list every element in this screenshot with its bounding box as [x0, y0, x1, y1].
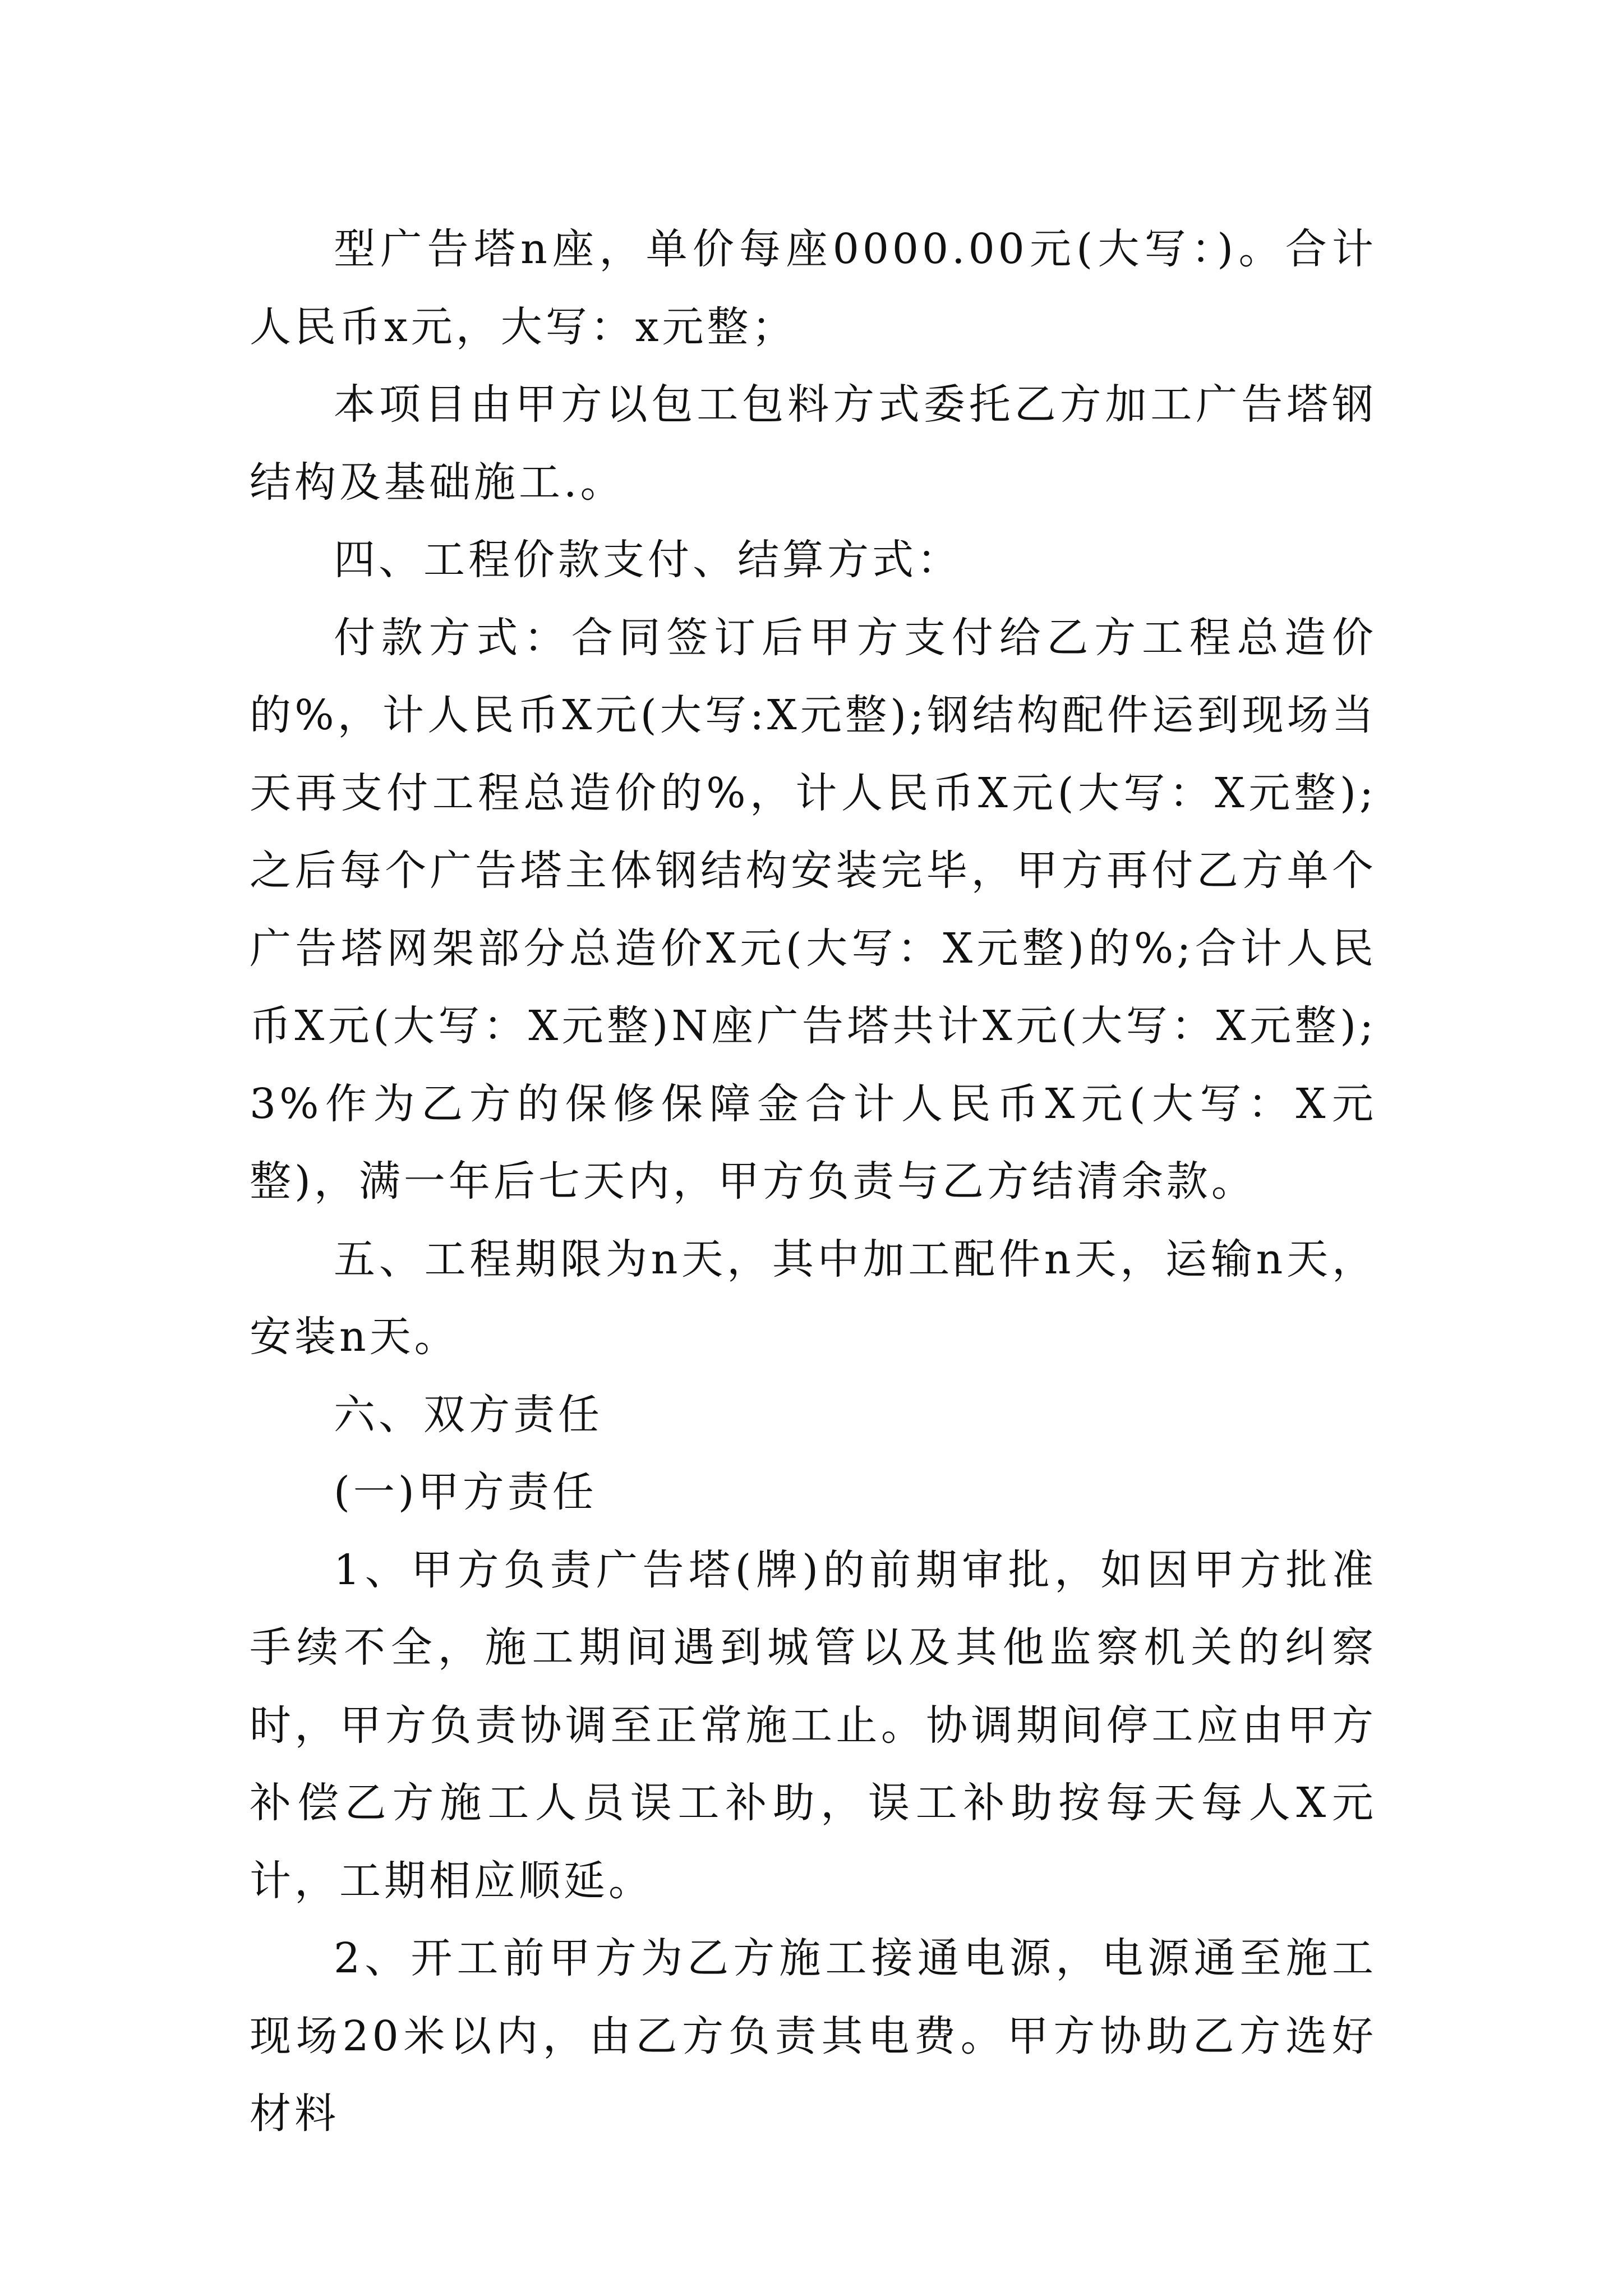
paragraph-project-scope: 本项目由甲方以包工包料方式委托乙方加工广告塔钢结构及基础施工.。 — [250, 380, 1377, 507]
subsection-heading-party-a: (一)甲方责任 — [334, 1468, 597, 1516]
section-heading-duration: 五、工程期限为n天，其中加工配件n天，运输n天，安装n天。 — [250, 1235, 1377, 1361]
section-heading-payment: 四、工程价款支付、结算方式： — [334, 536, 962, 584]
paragraph-party-a-item-1: 1、甲方负责广告塔(牌)的前期审批，如因甲方批准手续不全，施工期间遇到城管以及其他监察机关的纠察时，甲方负责协调至正常施工止。协调期间停工应由甲方补偿乙方施工人员误工补助，误工补助按每天每人X元计，工期相应顺延。 — [250, 1545, 1377, 1905]
paragraph-ad-tower-price: 型广告塔n座，单价每座0000.00元(大写：)。合计人民币x元，大写：x元整； — [250, 225, 1377, 351]
paragraph-payment-method: 付款方式：合同签订后甲方支付给乙方工程总造价的%，计人民币X元(大写:X元整);钢结构配件运到现场当天再支付工程总造价的%，计人民币X元(大写：X元整);之后每个广告塔主体钢结构安装完毕，甲方再付乙方单个广告塔网架部分总造价X元(大写：X元整)的%;合计人民币X元(大写：X元整)N座广告塔共计X元(大写：X元整);3%作为乙方的保修保障金合计人民币X元(大写：X元整)，满一年后七天内，甲方负责与乙方结清余款。 — [250, 613, 1377, 1205]
section-heading-responsibilities: 六、双方责任 — [334, 1390, 603, 1439]
paragraph-party-a-item-2: 2、开工前甲方为乙方施工接通电源，电源通至施工现场20米以内，由乙方负责其电费。甲方协助乙方选好材料 — [250, 1934, 1377, 2138]
document-body — [250, 210, 1377, 2153]
